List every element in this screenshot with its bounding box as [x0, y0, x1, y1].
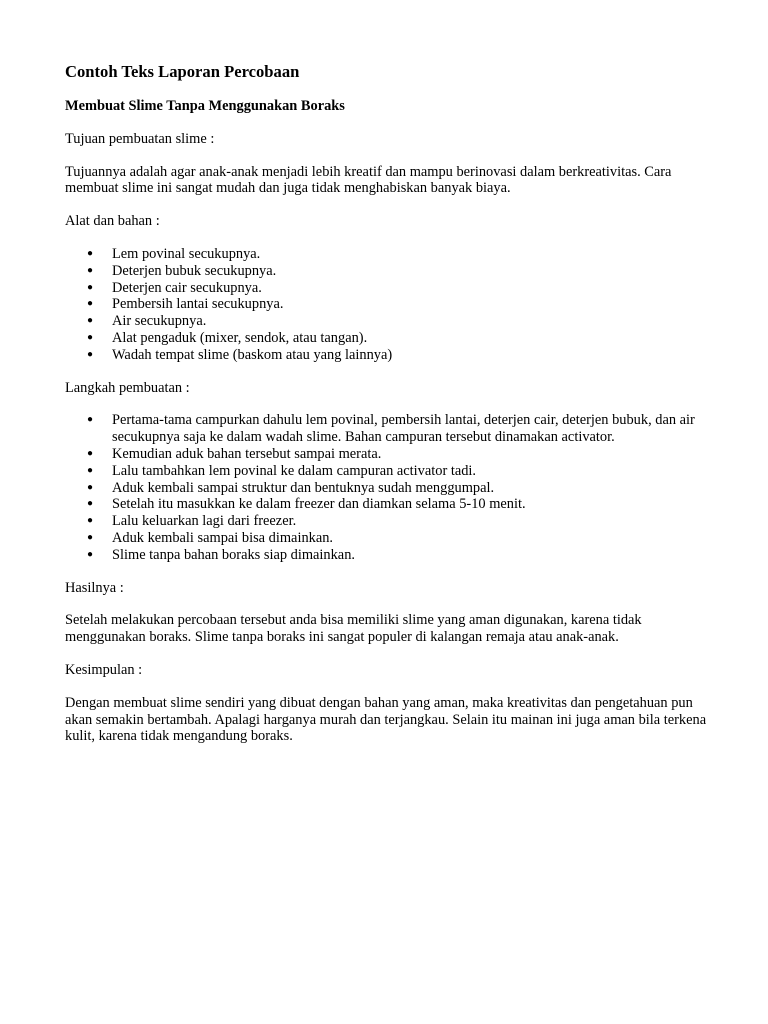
list-item-text: Lalu keluarkan lagi dari freezer. [112, 513, 297, 530]
list-item-text: Lem povinal secukupnya. [112, 245, 261, 262]
bullet-icon: ● [87, 298, 94, 310]
bullet-icon: ● [87, 447, 94, 459]
bullet-icon: ● [87, 315, 94, 327]
document-page [65, 62, 720, 761]
bullet-icon: ● [87, 515, 94, 527]
list-item [65, 446, 720, 463]
list-item-text: Lalu tambahkan lem povinal ke dalam campuran activator tadi. [112, 462, 477, 479]
bullet-icon: ● [87, 531, 94, 543]
list-item-text: Air secukupnya. [112, 313, 207, 330]
paragraph-kesimpulan: Dengan membuat slime sendiri yang dibuat dengan bahan yang aman, maka kreativitas dan pengetahuan pun akan semakin bertambah. Apalagi harganya murah dan terjangkau. Selain itu mainan ini juga aman bila terkena kulit, karena tidak mengandung boraks. [65, 694, 707, 745]
paragraph-tujuan: Tujuannya adalah agar anak-anak menjadi lebih kreatif dan mampu berinovasi dalam berkreativitas. Cara membuat slime ini sangat mudah dan juga tidak menghabiskan banyak biaya. [65, 163, 672, 197]
bullet-icon: ● [87, 464, 94, 476]
list-item-text: Pertama-tama campurkan dahulu lem povinal, pembersih lantai, deterjen cair, deterjen bubuk, dan air secukupnya saja ke dalam wadah slime. Bahan campuran tersebut dinamakan activator. [112, 412, 695, 446]
list-item [65, 296, 720, 313]
list-item-text: Aduk kembali sampai bisa dimainkan. [112, 529, 334, 546]
list-item [65, 412, 720, 446]
list-item [65, 530, 720, 547]
section-heading-hasil: Hasilnya : [65, 579, 124, 596]
section-heading-tujuan: Tujuan pembuatan slime : [65, 130, 215, 147]
document-subtitle: Membuat Slime Tanpa Menggunakan Boraks [65, 98, 345, 114]
list-item [65, 347, 720, 364]
list-item [65, 280, 720, 297]
list-item [65, 330, 720, 347]
list-langkah [65, 412, 720, 563]
list-item-text: Slime tanpa bahan boraks siap dimainkan. [112, 546, 355, 563]
list-item [65, 480, 720, 497]
bullet-icon: ● [87, 481, 94, 493]
list-item [65, 263, 720, 280]
list-item [65, 313, 720, 330]
bullet-icon: ● [87, 548, 94, 560]
document-title: Contoh Teks Laporan Percobaan [65, 62, 300, 81]
list-item [65, 246, 720, 263]
list-item-text: Wadah tempat slime (baskom atau yang lainnya) [112, 346, 393, 363]
list-item [65, 463, 720, 480]
bullet-icon: ● [87, 348, 94, 360]
paragraph-hasil: Setelah melakukan percobaan tersebut anda bisa memiliki slime yang aman digunakan, karena tidak menggunakan boraks. Slime tanpa boraks ini sangat populer di kalangan remaja atau anak-anak. [65, 612, 642, 646]
list-item [65, 547, 720, 564]
list-item [65, 496, 720, 513]
list-item-text: Alat pengaduk (mixer, sendok, atau tangan). [112, 329, 368, 346]
section-heading-kesimpulan: Kesimpulan : [65, 661, 143, 678]
list-item-text: Setelah itu masukkan ke dalam freezer dan diamkan selama 5-10 menit. [112, 496, 526, 513]
list-item [65, 513, 720, 530]
list-item-text: Pembersih lantai secukupnya. [112, 296, 284, 313]
list-item-text: Deterjen bubuk secukupnya. [112, 262, 277, 279]
bullet-icon: ● [87, 281, 94, 293]
bullet-icon: ● [87, 247, 94, 259]
bullet-icon: ● [87, 498, 94, 510]
list-item-text: Aduk kembali sampai struktur dan bentuknya sudah menggumpal. [112, 479, 495, 496]
list-item-text: Deterjen cair secukupnya. [112, 279, 262, 296]
bullet-icon: ● [87, 264, 94, 276]
bullet-icon: ● [87, 331, 94, 343]
section-heading-alat: Alat dan bahan : [65, 213, 160, 230]
list-item-text: Kemudian aduk bahan tersebut sampai merata. [112, 445, 382, 462]
list-alat [65, 246, 720, 364]
bullet-icon: ● [87, 414, 94, 426]
section-heading-langkah: Langkah pembuatan : [65, 379, 190, 396]
